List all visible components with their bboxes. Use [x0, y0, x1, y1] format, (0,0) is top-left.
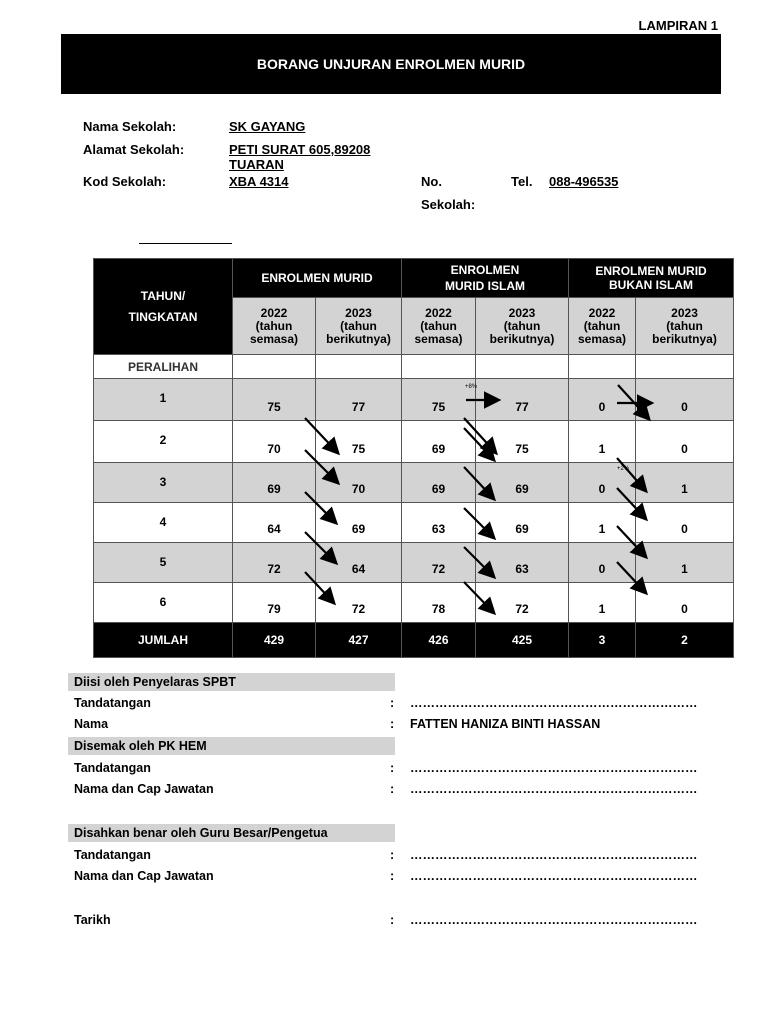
field-tandatangan-2 — [68, 761, 708, 777]
field-colon: : — [390, 913, 395, 927]
signature-dots: …………………………………………………………… — [410, 696, 698, 710]
berikut-line2: berikutnya) — [326, 331, 391, 346]
field-nama — [68, 717, 708, 733]
school-code-value: XBA 4314 — [229, 174, 289, 189]
form-title: BORANG UNJURAN ENROLMEN MURID — [256, 56, 526, 72]
header-murid-islam-line1: ENROLMEN — [450, 263, 520, 277]
semasa-line1: (tahun — [420, 318, 457, 333]
table-row — [94, 503, 734, 543]
field-label: Nama — [74, 717, 109, 731]
school-address-label: Alamat Sekolah: — [83, 142, 185, 157]
table-cell: 69 — [476, 463, 569, 503]
subheader-2023-c — [636, 298, 734, 355]
field-tandatangan-1 — [68, 696, 708, 712]
table-cell: 0 — [636, 421, 734, 463]
semasa-line1: (tahun — [583, 318, 621, 333]
school-name-value: SK GAYANG — [229, 119, 306, 134]
header-enrolmen-murid — [233, 259, 402, 298]
table-cell: 0 — [636, 583, 734, 623]
table-cell: 1 — [636, 463, 734, 503]
field-label: Tandatangan — [74, 848, 151, 862]
field-colon: : — [390, 696, 395, 710]
field-tarikh — [68, 913, 708, 929]
semasa-line2: semasa) — [414, 331, 463, 346]
field-label: Nama dan Cap Jawatan — [74, 782, 214, 796]
row-label: 4 — [94, 503, 233, 543]
header-murid-islam-line2: MURID ISLAM — [445, 279, 526, 293]
row-label: 2 — [94, 421, 233, 463]
field-label: Nama dan Cap Jawatan — [74, 869, 214, 883]
row-peralihan-label: PERALIHAN — [94, 355, 233, 379]
berikut-line1: (tahun — [340, 318, 377, 333]
table-cell: 69 — [476, 503, 569, 543]
table-cell: 64 — [316, 543, 402, 583]
table-cell: 1 — [569, 583, 636, 623]
signature-dots: …………………………………………………………… — [410, 761, 698, 775]
jumlah-cell: 2 — [636, 623, 734, 658]
field-label: Tandatangan — [74, 696, 151, 710]
section-heading: Disahkan benar oleh Guru Besar/Pengetua — [68, 824, 395, 842]
table-row — [94, 543, 734, 583]
phone-number-value: 088-496535 — [549, 174, 619, 189]
table-cell — [233, 355, 316, 379]
table-cell: 1 — [569, 421, 636, 463]
table-row — [94, 583, 734, 623]
table-cell: 75 — [402, 379, 476, 421]
year-2022: 2022 — [588, 305, 616, 320]
table-cell — [316, 355, 402, 379]
table-row — [94, 463, 734, 503]
field-nama-cap-1 — [68, 782, 708, 798]
year-2023: 2023 — [508, 305, 536, 320]
jumlah-cell: 427 — [316, 623, 402, 658]
jumlah-cell: 426 — [402, 623, 476, 658]
section-heading: Disemak oleh PK HEM — [68, 737, 395, 755]
nama-value: FATTEN HANIZA BINTI HASSAN — [410, 717, 601, 731]
table-cell: 72 — [476, 583, 569, 623]
table-cell: 77 — [316, 379, 402, 421]
header-bukan-islam-line1: ENROLMEN MURID — [595, 264, 707, 278]
field-colon: : — [390, 869, 395, 883]
table-cell: 72 — [233, 543, 316, 583]
school-address-line1: PETI SURAT 605,89208 — [229, 142, 371, 157]
jumlah-label: JUMLAH — [94, 623, 233, 658]
year-2023: 2023 — [345, 305, 372, 320]
header-murid-islam — [402, 259, 569, 298]
table-cell: 0 — [569, 379, 636, 421]
field-colon: : — [390, 761, 395, 775]
form-title-banner — [61, 34, 721, 94]
berikut-line1: (tahun — [503, 318, 541, 333]
table-cell: 64 — [233, 503, 316, 543]
field-tandatangan-3 — [68, 848, 708, 864]
subheader-2022-a — [233, 298, 316, 355]
year-2023: 2023 — [671, 305, 698, 320]
arrow-note: +2% — [617, 466, 630, 472]
table-cell: 69 — [233, 463, 316, 503]
blank-underline — [139, 243, 232, 244]
school-name-label: Nama Sekolah: — [83, 119, 177, 134]
table-cell: 75 — [233, 379, 316, 421]
year-2022: 2022 — [425, 305, 452, 320]
enrolment-table — [93, 258, 734, 658]
table-cell: 70 — [316, 463, 402, 503]
signature-dots: …………………………………………………………… — [410, 869, 698, 883]
berikut-line2: berikutnya) — [489, 331, 555, 346]
subheader-2023-b — [476, 298, 569, 355]
arrow-note: +8% — [465, 384, 478, 390]
table-cell: 69 — [402, 463, 476, 503]
table-cell: 72 — [402, 543, 476, 583]
table-cell: 69 — [316, 503, 402, 543]
jumlah-cell: 425 — [476, 623, 569, 658]
row-label: 6 — [94, 583, 233, 623]
table-cell: 72 — [316, 583, 402, 623]
field-label: Tarikh — [74, 913, 111, 927]
table-cell: 1 — [569, 503, 636, 543]
phone-sekolah-label: Sekolah: — [421, 197, 476, 212]
row-label: 3 — [94, 463, 233, 503]
field-colon: : — [390, 782, 395, 796]
semasa-line2: semasa) — [577, 331, 627, 346]
section-pk-hem — [68, 737, 708, 755]
row-label: 1 — [94, 379, 233, 421]
semasa-line1: (tahun — [255, 318, 293, 333]
section-heading: Diisi oleh Penyelaras SPBT — [68, 673, 395, 691]
header-tingkatan: TINGKATAN — [128, 309, 198, 324]
year-2022: 2022 — [260, 305, 288, 320]
lampiran-label: LAMPIRAN 1 — [638, 18, 718, 33]
berikut-line1: (tahun — [666, 318, 703, 333]
table-cell: 0 — [569, 463, 636, 503]
signature-dots: …………………………………………………………… — [410, 848, 698, 862]
jumlah-cell: 429 — [233, 623, 316, 658]
row-label: 5 — [94, 543, 233, 583]
header-enrolmen-murid-text: ENROLMEN MURID — [261, 271, 373, 285]
subheader-2022-c — [569, 298, 636, 355]
subheader-2023-a — [316, 298, 402, 355]
table-cell: 70 — [233, 421, 316, 463]
school-code-label: Kod Sekolah: — [83, 174, 167, 189]
table-cell: 77 — [476, 379, 569, 421]
table-cell: 69 — [402, 421, 476, 463]
table-cell: 75 — [476, 421, 569, 463]
table-row — [94, 379, 734, 421]
semasa-line2: semasa) — [249, 331, 299, 346]
signature-dots: …………………………………………………………… — [410, 782, 698, 796]
table-cell: 0 — [636, 503, 734, 543]
field-label: Tandatangan — [74, 761, 151, 775]
table-row — [94, 421, 734, 463]
table-cell — [476, 355, 569, 379]
header-tahun-tingkatan — [94, 259, 233, 355]
table-cell: 75 — [316, 421, 402, 463]
section-penyelaras — [68, 673, 708, 691]
header-tahun: TAHUN/ — [140, 288, 186, 303]
table-cell — [569, 355, 636, 379]
table-cell: 63 — [476, 543, 569, 583]
field-colon: : — [390, 717, 395, 731]
header-bukan-islam-line2: BUKAN ISLAM — [609, 278, 694, 292]
table-cell — [636, 355, 734, 379]
school-address-line2: TUARAN — [229, 157, 284, 172]
table-cell — [402, 355, 476, 379]
field-colon: : — [390, 848, 395, 862]
header-bukan-islam — [569, 259, 734, 298]
table-cell: 1 — [636, 543, 734, 583]
table-cell: 0 — [636, 379, 734, 421]
table-cell: 78 — [402, 583, 476, 623]
field-nama-cap-2 — [68, 869, 708, 885]
signature-dots: …………………………………………………………… — [410, 913, 698, 927]
table-cell: 79 — [233, 583, 316, 623]
berikut-line2: berikutnya) — [652, 331, 717, 346]
table-cell: 63 — [402, 503, 476, 543]
table-cell: 0 — [569, 543, 636, 583]
section-guru-besar — [68, 824, 708, 842]
jumlah-cell: 3 — [569, 623, 636, 658]
phone-no-label: No. — [421, 174, 442, 189]
subheader-2022-b — [402, 298, 476, 355]
phone-tel-label: Tel. — [511, 174, 533, 189]
